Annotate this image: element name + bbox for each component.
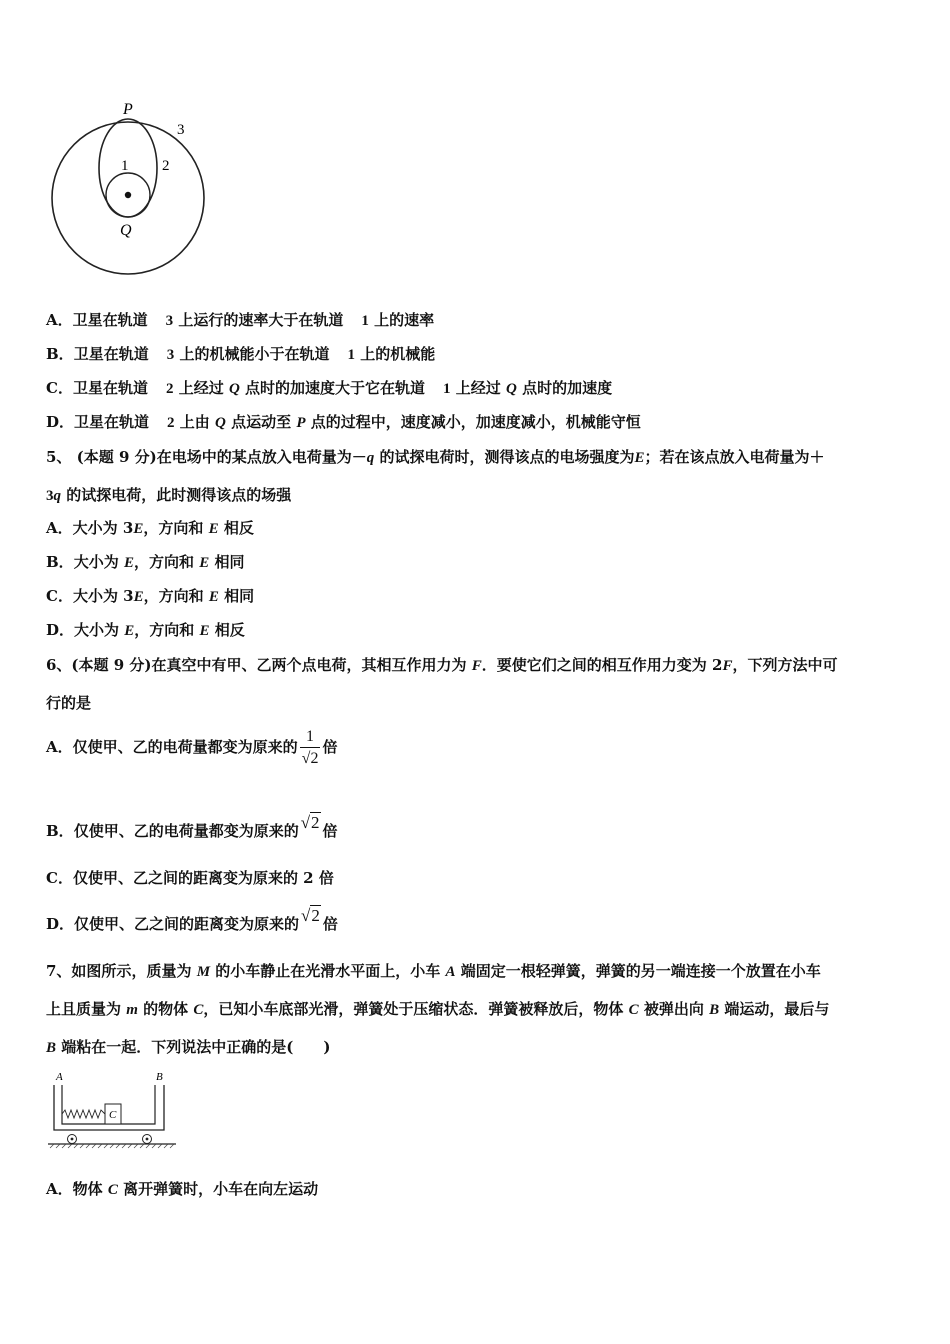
q4-option-a: A．卫星在轨道 3 上运行的速率大于在轨道 1 上的速率 bbox=[46, 311, 435, 329]
q7-stem-line1: 7、如图所示，质量为 M 的小车静止在光滑水平面上，小车 A 端固定一根轻弹簧，弹簧的另一端连接一个放置在小车 bbox=[46, 962, 821, 980]
q5-option-d: D．大小为 E，方向和 E 相反 bbox=[46, 621, 245, 639]
q4-option-b: B．卫星在轨道 3 上的机械能小于在轨道 1 上的机械能 bbox=[46, 345, 436, 363]
q5-option-c: C．大小为 3E，方向和 E 相同 bbox=[46, 587, 255, 605]
q6-option-b: B．仅使甲、乙的电荷量都变为原来的 √2 倍 bbox=[46, 813, 338, 840]
q5-stem-line2: 3q 的试探电荷，此时测得该点的场强 bbox=[46, 486, 292, 504]
root-two: √2 bbox=[300, 813, 320, 832]
q7-stem-line3: B 端粘在一起．下列说法中正确的是( ) bbox=[46, 1038, 331, 1056]
label-2: 2 bbox=[162, 158, 170, 174]
q6-stem-line2: 行的是 bbox=[46, 694, 92, 712]
wheel-right-hub bbox=[146, 1138, 149, 1141]
q7-option-a: A．物体 C 离开弹簧时，小车在向左运动 bbox=[46, 1180, 319, 1198]
q5-option-a: A．大小为 3E，方向和 E 相反 bbox=[46, 519, 254, 537]
cart-figure bbox=[44, 1068, 184, 1152]
label-3: 3 bbox=[177, 122, 185, 138]
q5-stem-line1: 5、 (本题 9 分)在电场中的某点放入电荷量为－q 的试探电荷时，测得该点的电场强度为E；若在该点放入电荷量为＋ bbox=[46, 448, 825, 466]
q4-option-c: C．卫星在轨道 2 上经过 Q 点时的加速度大于它在轨道 1 上经过 Q 点时的加速度 bbox=[46, 379, 613, 397]
q7-stem-line2: 上且质量为 m 的物体 C，已知小车底部光滑，弹簧处于压缩状态．弹簧被释放后，物体 C 被弹出向 B 端运动，最后与 bbox=[46, 1000, 830, 1018]
q5-option-b: B．大小为 E，方向和 E 相同 bbox=[46, 553, 245, 571]
cart-label-a: A bbox=[56, 1071, 63, 1083]
label-q: Q bbox=[120, 222, 132, 239]
wheel-left-hub bbox=[71, 1138, 74, 1141]
q6-stem-line1: 6、(本题 9 分)在真空中有甲、乙两个点电荷，其相互作用力为 F．要使它们之间的相互作用力变为 2F，下列方法中可 bbox=[46, 656, 838, 674]
fraction-one-over-root-two: $\frac{1}{√2}$ bbox=[300, 727, 321, 770]
label-1: 1 bbox=[121, 158, 129, 174]
cart-label-c: C bbox=[109, 1109, 117, 1121]
cart-label-b: B bbox=[156, 1071, 163, 1083]
q6-option-c: C．仅使甲、乙之间的距离变为原来的 2 倍 bbox=[46, 869, 334, 887]
spring bbox=[62, 1110, 105, 1118]
earth-dot bbox=[125, 192, 131, 198]
q6-option-d: D．仅使甲、乙之间的距离变为原来的 √2 倍 bbox=[46, 906, 338, 933]
label-p: P bbox=[123, 101, 133, 118]
root-two: √2 bbox=[301, 906, 320, 925]
q4-option-d: D．卫星在轨道 2 上由 Q 点运动至 P 点的过程中，速度减小，加速度减小，机械能守恒 bbox=[46, 413, 641, 431]
q6-option-a: A．仅使甲、乙的电荷量都变为原来的 $\frac{1}{√2}$ 倍 bbox=[46, 724, 337, 770]
orbit-figure bbox=[40, 100, 220, 278]
